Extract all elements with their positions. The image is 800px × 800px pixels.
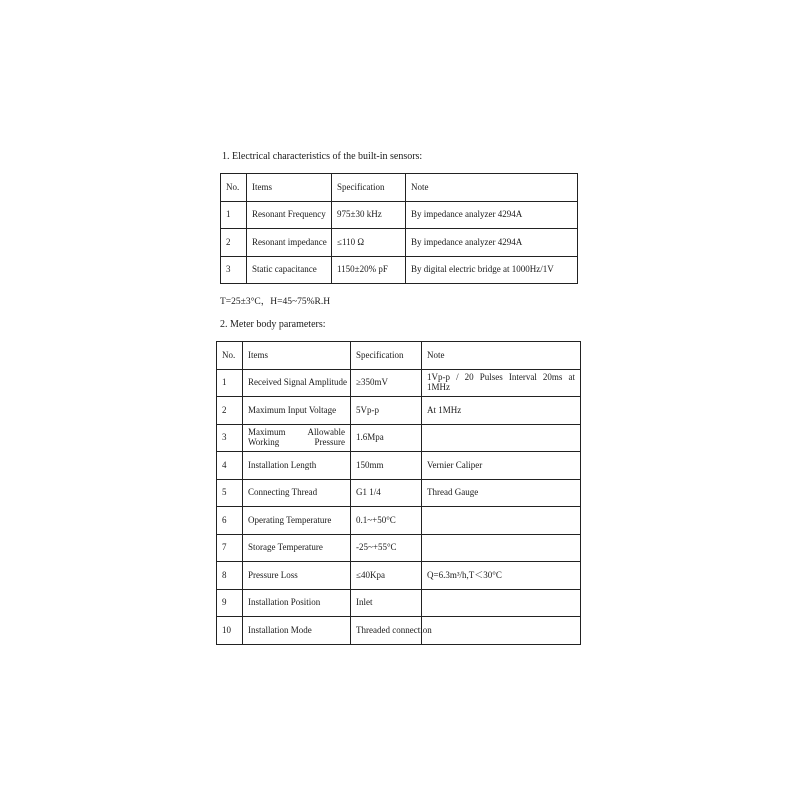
cell-item: Installation Length (243, 452, 351, 480)
cell-item: Received Signal Amplitude (243, 369, 351, 397)
table-row (217, 452, 581, 480)
table-row (217, 507, 581, 535)
cell-note (422, 617, 581, 645)
cell-specification: 0.1~+50°C (351, 507, 422, 535)
cell-no: 2 (217, 397, 243, 425)
cell-item: Storage Temperature (243, 534, 351, 562)
cell-no: 4 (217, 452, 243, 480)
table-header-row (221, 174, 578, 202)
table-row (221, 229, 578, 257)
test-conditions: T=25±3°C，H=45~75%R.H (220, 297, 331, 307)
cell-no: 3 (221, 256, 247, 284)
cell-note: By impedance analyzer 4294A (406, 229, 578, 257)
cell-no: 7 (217, 534, 243, 562)
cell-specification: -25~+55°C (351, 534, 422, 562)
cell-no: 5 (217, 479, 243, 507)
cell-note: Vernier Caliper (422, 452, 581, 480)
cell-specification: G1 1/4 (351, 479, 422, 507)
cell-item: Installation Position (243, 589, 351, 617)
cell-no: 10 (217, 617, 243, 645)
section1-heading: 1. Electrical characteristics of the built-in sensors: (222, 151, 423, 162)
cell-note (422, 589, 581, 617)
cell-specification: Inlet (351, 589, 422, 617)
header-specification: Specification (332, 174, 406, 202)
cell-specification: 975±30 kHz (332, 201, 406, 229)
table-row (221, 256, 578, 284)
cell-item: Resonant Frequency (247, 201, 332, 229)
cell-note: Q=6.3m³/h,T＜30°C (422, 562, 581, 590)
table-row (217, 369, 581, 397)
cell-item: Maximum Input Voltage (243, 397, 351, 425)
header-note: Note (406, 174, 578, 202)
cell-note: By impedance analyzer 4294A (406, 201, 578, 229)
cell-specification: 150mm (351, 452, 422, 480)
section2-heading: 2. Meter body parameters: (220, 319, 326, 330)
cell-note (422, 424, 581, 452)
cell-item: Pressure Loss (243, 562, 351, 590)
table-row (217, 534, 581, 562)
table-row (217, 589, 581, 617)
table-row (217, 424, 581, 452)
cell-specification: 5Vp-p (351, 397, 422, 425)
cell-specification: 1.6Mpa (351, 424, 422, 452)
cell-specification: 1150±20% pF (332, 256, 406, 284)
cell-specification: ≤110 Ω (332, 229, 406, 257)
cell-no: 8 (217, 562, 243, 590)
cell-item: Installation Mode (243, 617, 351, 645)
table-row (217, 397, 581, 425)
cell-note: 1Vp-p / 20 Pulses Interval 20ms at 1MHz (422, 369, 581, 397)
cell-no: 6 (217, 507, 243, 535)
cell-specification: ≥350mV (351, 369, 422, 397)
header-no: No. (217, 342, 243, 370)
cell-note: By digital electric bridge at 1000Hz/1V (406, 256, 578, 284)
cell-item: Maximum Allowable Working Pressure (243, 424, 351, 452)
header-items: Items (243, 342, 351, 370)
cell-no: 2 (221, 229, 247, 257)
cell-note (422, 507, 581, 535)
header-note: Note (422, 342, 581, 370)
cell-no: 3 (217, 424, 243, 452)
cell-item: Operating Temperature (243, 507, 351, 535)
table-row (217, 617, 581, 645)
cell-item: Static capacitance (247, 256, 332, 284)
table-row (217, 562, 581, 590)
cell-note: At 1MHz (422, 397, 581, 425)
cell-no: 1 (217, 369, 243, 397)
table-header-row (217, 342, 581, 370)
header-items: Items (247, 174, 332, 202)
cell-item: Resonant impedance (247, 229, 332, 257)
cell-specification: Threaded connection (351, 617, 422, 645)
cell-note: Thread Gauge (422, 479, 581, 507)
table-row (221, 201, 578, 229)
cell-item: Connecting Thread (243, 479, 351, 507)
header-no: No. (221, 174, 247, 202)
electrical-characteristics-table (220, 173, 578, 284)
cell-specification: ≤40Kpa (351, 562, 422, 590)
cell-note (422, 534, 581, 562)
cell-no: 9 (217, 589, 243, 617)
meter-body-parameters-table (216, 341, 581, 645)
cell-no: 1 (221, 201, 247, 229)
table-row (217, 479, 581, 507)
header-specification: Specification (351, 342, 422, 370)
